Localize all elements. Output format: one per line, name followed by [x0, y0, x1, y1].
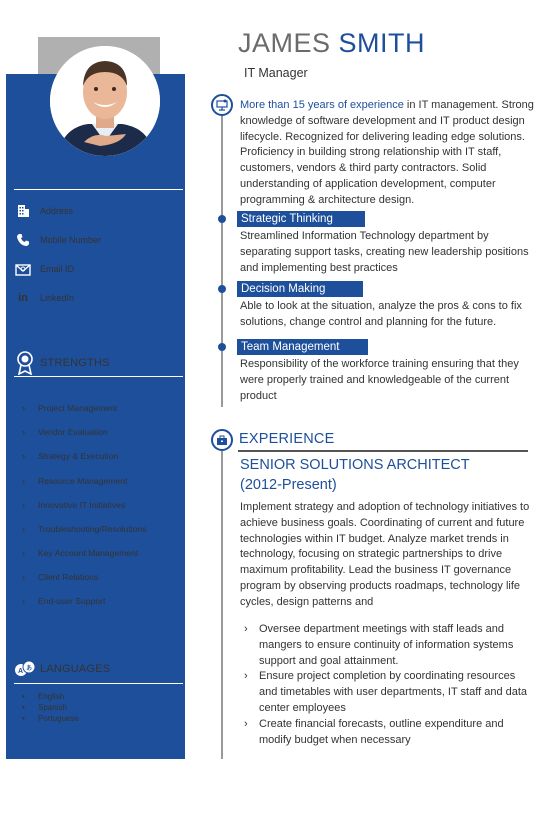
languages-heading — [14, 656, 110, 682]
contact-phone — [14, 231, 101, 249]
strength-item: › End-user Support — [22, 596, 106, 606]
strength-item: › Troubleshooting/Resolutions — [22, 524, 147, 534]
job-description: Implement strategy and adoption of technology initiatives to achieve business goals. Coordinating of current and future technologies within IT budget. Analyze market trends in technology, focusing on strategic partnerships to drive maximum profitability. Lead the business IT governance program by observing products roadmaps, technology life cycles, design patterns and — [240, 501, 530, 608]
timeline-dot — [218, 215, 226, 223]
contact-label: Mobile Number — [40, 235, 102, 245]
briefcase-icon — [211, 429, 233, 451]
contact-label: LinkedIn — [40, 293, 75, 303]
award-icon — [14, 350, 36, 376]
svg-text:あ: あ — [26, 666, 33, 672]
chevron-right-icon: › — [22, 500, 25, 510]
strength-item: › Innovative IT Initiatives — [22, 500, 126, 510]
contact-linkedin — [14, 289, 74, 307]
strength-item: › Resource Management — [22, 476, 128, 486]
competency-title: Team Management — [237, 339, 368, 355]
languages-title: LANGUAGES — [40, 663, 111, 675]
list-item: › Create financial forecasts, outline expenditure and modify budget when necessary — [244, 717, 534, 749]
building-icon — [14, 203, 32, 219]
candidate-name — [238, 28, 425, 59]
contact-address — [14, 202, 73, 220]
job-bullets — [244, 622, 534, 748]
chevron-right-icon: › — [22, 524, 25, 534]
phone-icon — [14, 232, 32, 248]
strength-item: › Vendor Evaluation — [22, 427, 108, 437]
competency-title: Strategic Thinking — [237, 211, 365, 227]
chevron-right-icon: › — [22, 403, 25, 413]
chevron-right-icon: › — [244, 670, 248, 683]
competency-text: Responsibility of the workforce training ensuring that they were properly trained and knowledgeable of the current product — [240, 358, 519, 402]
chevron-right-icon: › — [22, 596, 25, 606]
competency-title: Decision Making — [237, 281, 363, 297]
contact-label: Email ID — [40, 264, 75, 274]
profile-photo — [50, 46, 160, 156]
job-role: SENIOR SOLUTIONS ARCHITECT — [240, 457, 470, 473]
strength-item: › Client Relations — [22, 572, 99, 582]
sidebar-divider — [14, 683, 183, 684]
first-name: JAMES — [238, 28, 331, 58]
strength-item: › Key Account Management — [22, 548, 139, 558]
last-name: SMITH — [338, 28, 426, 58]
chevron-right-icon: › — [22, 427, 25, 437]
translate-icon — [14, 656, 36, 682]
strength-item: › Project Management — [22, 403, 118, 413]
summary-text: More than 15 years of experience in IT management. Strong knowledge of software development and IT product design lifecycle. Recognized for delivering leading edge solutions. Proficiency in building strong relationship with IT staff, customers, vendors & third party contractors. Solid understanding of application development, computer programming & architecture design. — [240, 99, 534, 206]
timeline-dot — [218, 285, 226, 293]
sidebar-divider — [14, 189, 183, 190]
experience-heading: EXPERIENCE — [239, 431, 335, 447]
chevron-right-icon: › — [22, 451, 25, 461]
strengths-heading — [14, 350, 110, 376]
timeline-dot — [218, 343, 226, 351]
experience-rule — [238, 450, 528, 452]
timeline-line — [221, 449, 223, 759]
list-item: › Oversee department meetings with staff leads and mangers to ensure continuity of information systems support and goal attainment. — [244, 622, 534, 669]
competency-text: Streamlined Information Technology department by separating support tasks, creating new leadership positions and implementing best practices — [240, 230, 529, 274]
job-title: IT Manager — [244, 66, 308, 80]
chevron-right-icon: › — [244, 623, 248, 635]
strength-item: › Strategy & Execution — [22, 451, 119, 461]
job-period: (2012-Present) — [240, 477, 337, 493]
linkedin-icon: in — [18, 292, 28, 304]
list-item: › Ensure project completion by coordinating resources and timetables with user departments, IT staff and data center employees — [244, 669, 534, 716]
timeline-line — [221, 104, 223, 407]
sidebar-divider — [14, 376, 183, 377]
chevron-right-icon: › — [22, 476, 25, 486]
language-item: • English — [22, 692, 65, 701]
chevron-right-icon: › — [244, 717, 248, 730]
chevron-right-icon: › — [22, 572, 25, 582]
svg-text:A: A — [18, 668, 24, 675]
contact-email — [14, 260, 74, 278]
strengths-title: STRENGTHS — [40, 357, 110, 369]
email-icon — [14, 261, 32, 277]
contact-label: Address — [40, 206, 74, 216]
presentation-icon — [211, 94, 233, 116]
competency-text: Able to look at the situation, analyze the pros & cons to fix solutions, change control and planning for the future. — [240, 300, 522, 328]
language-item: • Spanish — [22, 703, 67, 712]
chevron-right-icon: › — [22, 548, 25, 558]
language-item: • Portuguese — [22, 714, 79, 723]
summary-highlight: More than 15 years of experience — [240, 99, 404, 111]
job-heading — [240, 455, 470, 495]
